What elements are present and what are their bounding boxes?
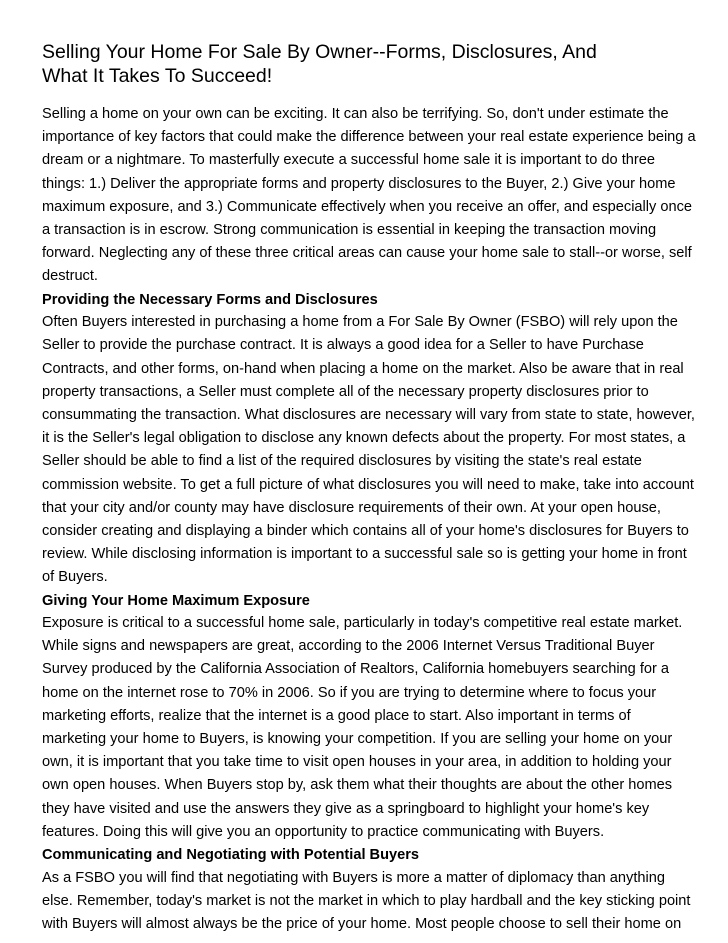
text-line: own, it is important that you take time to visit open houses in your area, in addition to holding your <box>42 754 672 771</box>
text-line: that your city and/or county may have disclosure requirements of their own. At your open house, <box>42 499 661 516</box>
text-line: dream or a nightmare. To masterfully execute a successful home sale it is important to do three <box>42 152 655 169</box>
text-line: Exposure is critical to a successful home sale, particularly in today's competitive real estate market. <box>42 615 683 632</box>
text-line: Seller to provide the purchase contract. It is always a good idea for a Seller to have Purchase <box>42 337 644 354</box>
text-line: property transactions, a Seller must complete all of the necessary property disclosures prior to <box>42 383 649 400</box>
text-line: they have visited and use the answers they give as a springboard to highlight your home's key <box>42 800 650 817</box>
text-line: Selling a home on your own can be exciting. It can also be terrifying. So, don't under estimate the <box>42 106 669 122</box>
text-line: consummating the transaction. What disclosures are necessary will vary from state to state, however, <box>42 406 695 423</box>
section-heading-exposure: Giving Your Home Maximum Exposure <box>42 592 310 609</box>
text-line: with Buyers will almost always be the price of your home. Most people choose to sell their home on <box>42 916 682 932</box>
section-paragraph-exposure <box>42 612 702 844</box>
text-line: own open houses. When Buyers stop by, ask them what their thoughts are about the other homes <box>42 777 673 794</box>
text-line: commission website. To get a full picture of what disclosures you will need to make, take into account <box>42 476 694 493</box>
document-title <box>42 40 702 88</box>
text-line: While signs and newspapers are great, according to the 2006 Internet Versus Traditional Buyer <box>42 638 655 655</box>
section-heading-negotiating: Communicating and Negotiating with Potential Buyers <box>42 847 420 864</box>
title-line: Selling Your Home For Sale By Owner--Forms, Disclosures, And <box>42 41 597 63</box>
text-line: As a FSBO you will find that negotiating with Buyers is more a matter of diplomacy than anything <box>42 869 665 886</box>
text-line: destruct. <box>42 268 98 285</box>
text-line: forward. Neglecting any of these three critical areas can cause your home sale to stall--or worse, self <box>42 245 692 262</box>
section-paragraph-negotiating <box>42 867 702 937</box>
title-line: What It Takes To Succeed! <box>42 65 273 87</box>
text-line: a transaction is in escrow. Strong communication is essential in keeping the transaction moving <box>42 222 657 239</box>
text-line: Often Buyers interested in purchasing a home from a For Sale By Owner (FSBO) will rely upon the <box>42 314 678 331</box>
text-line: maximum exposure, and 3.) Communicate effectively when you receive an offer, and especially once <box>42 198 693 215</box>
section-heading-disclosures: Providing the Necessary Forms and Disclosures <box>42 291 378 308</box>
text-line: consider creating and displaying a binder which contains all of your home's disclosures for Buyers to <box>42 522 689 539</box>
text-line: review. While disclosing information is important to a successful sale so is getting your home in front <box>42 546 687 563</box>
text-line: Survey produced by the California Association of Realtors, California homebuyers searching for a <box>42 661 670 678</box>
intro-paragraph <box>42 103 702 289</box>
text-line: marketing your home to Buyers, is knowing your competition. If you are selling your home on your <box>42 731 673 748</box>
document-page <box>42 40 702 936</box>
text-line: home on the internet rose to 70% in 2006. So if you are trying to determine where to focus your <box>42 684 657 701</box>
text-line: features. Doing this will give you an opportunity to practice communicating with Buyers. <box>42 823 605 840</box>
text-line: Seller should be able to find a list of the required disclosures by visiting the state's real estate <box>42 453 642 470</box>
text-line: things: 1.) Deliver the appropriate forms and property disclosures to the Buyer, 2.) Give your home <box>42 175 676 192</box>
text-line: of Buyers. <box>42 569 108 586</box>
text-line: Contracts, and other forms, on-hand when placing a home on the market. Also be aware that in real <box>42 360 684 377</box>
text-line: importance of key factors that could make the difference between your real estate experience being a <box>42 129 696 146</box>
text-line: it is the Seller's legal obligation to disclose any known defects about the property. For most states, a <box>42 430 686 447</box>
section-paragraph-disclosures <box>42 311 702 589</box>
text-line: marketing efforts, realize that the internet is a good place to start. Also important in terms of <box>42 707 631 724</box>
text-line: else. Remember, today's market is not the market in which to play hardball and the key sticking point <box>42 892 691 909</box>
